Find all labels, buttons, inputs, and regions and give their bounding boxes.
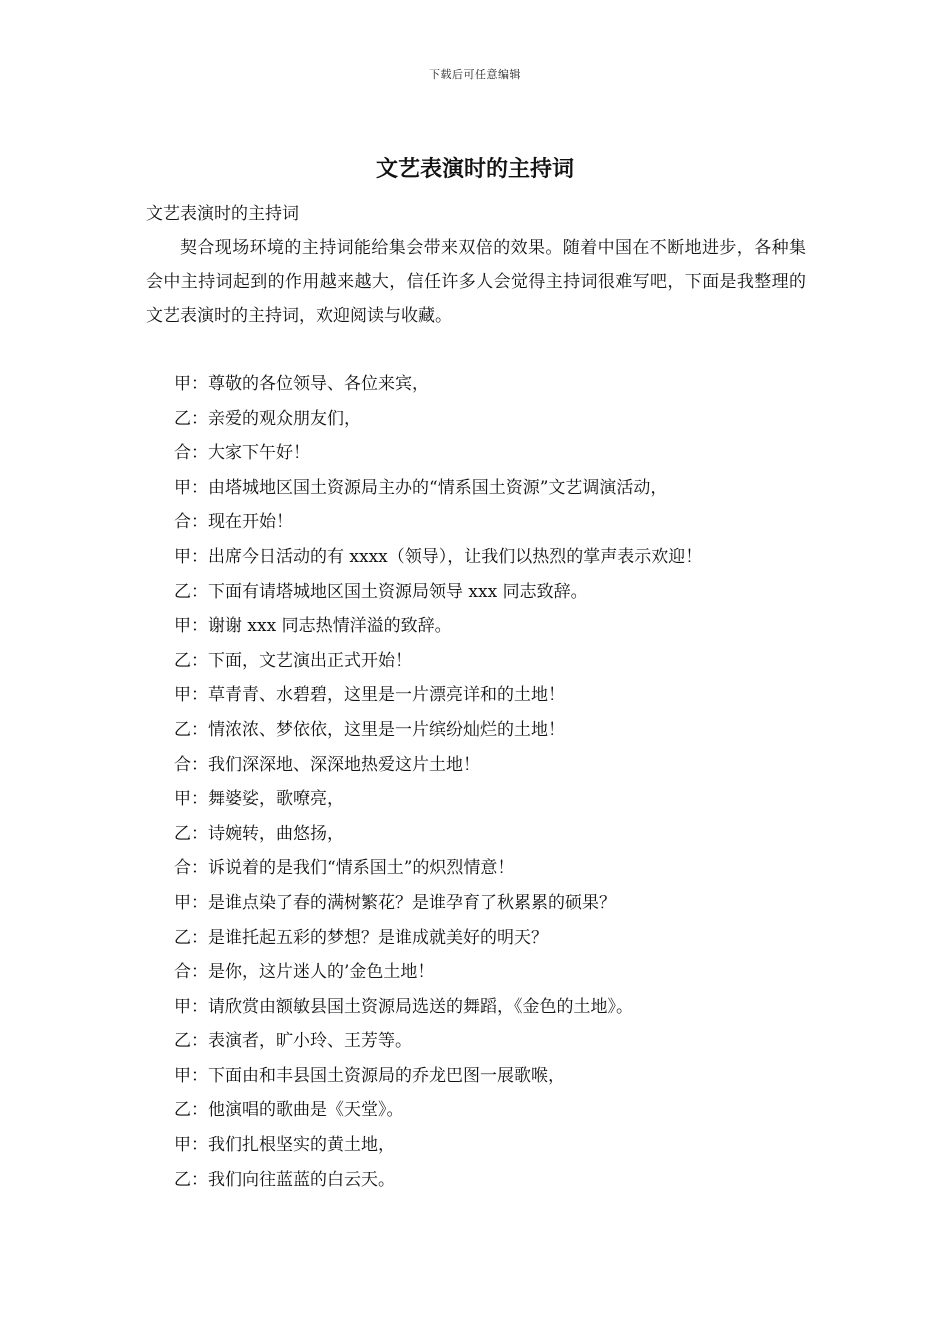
dialogue-speaker: 甲：: [174, 892, 208, 913]
dialogue-line: [146, 471, 806, 506]
dialogue-line: [146, 1024, 806, 1059]
dialogue-text: 大家下午好！: [208, 443, 310, 464]
dialogue-line: [146, 851, 806, 886]
dialogue-line: [146, 817, 806, 852]
dialogue-text: 由塔城地区国土资源局主办的“情系国土资源”文艺调演活动，: [208, 477, 668, 498]
dialogue-text: 谢谢 xxx 同志热情洋溢的致辞。: [208, 616, 452, 637]
dialogue-speaker: 乙：: [174, 1031, 208, 1052]
intro-paragraph: 契合现场环境的主持词能给集会带来双倍的效果。随着中国在不断地进步，各种集会中主持词起到的作用越来越大，信任许多人会觉得主持词很难写吧，下面是我整理的文艺表演时的主持词，欢迎阅读与收藏。: [146, 238, 806, 326]
page-header-note: 下载后可任意编辑: [429, 68, 521, 81]
dialogue-speaker: 甲：: [174, 477, 208, 498]
dialogue-speaker: 乙：: [174, 1169, 208, 1190]
dialogue-text: 下面由和丰县国土资源局的乔龙巴图一展歌喉，: [208, 1065, 565, 1086]
dialogue-speaker: 乙：: [174, 927, 208, 948]
dialogue-text: 舞婆娑，歌嘹亮，: [208, 789, 344, 810]
dialogue-text: 我们向往蓝蓝的白云天。: [208, 1169, 395, 1190]
dialogue-text: 我们扎根坚实的黄土地，: [208, 1135, 395, 1156]
dialogue-line: [146, 609, 806, 644]
dialogue-text: 情浓浓、梦依依，这里是一片缤纷灿烂的土地！: [208, 719, 565, 740]
dialogue-text: 亲爱的观众朋友们，: [208, 408, 361, 429]
dialogue-speaker: 甲：: [174, 374, 208, 394]
dialogue-speaker: 合：: [174, 443, 208, 464]
dialogue-line: [146, 713, 806, 748]
dialogue-text: 诗婉转，曲悠扬，: [208, 823, 344, 844]
dialogue-text: 他演唱的歌曲是《天堂》。: [208, 1100, 404, 1121]
dialogue-text: 出席今日活动的有 xxxx（领导），让我们以热烈的掌声表示欢迎！: [208, 546, 703, 567]
dialogue-line: [146, 921, 806, 956]
document-title: 文艺表演时的主持词: [375, 156, 574, 182]
dialogue-text: 是你，这片迷人的’金色土地！: [208, 962, 435, 983]
dialogue-text: 草青青、水碧碧，这里是一片漂亮详和的土地！: [208, 685, 565, 706]
dialogue-text: 尊敬的各位领导、各位来宾，: [208, 374, 429, 394]
dialogue-line: [146, 1093, 806, 1128]
dialogue-speaker: 甲：: [174, 1065, 208, 1086]
dialogue-speaker: 合：: [174, 754, 208, 775]
dialogue-speaker: 甲：: [174, 616, 208, 637]
dialogue-speaker: 合：: [174, 858, 208, 879]
dialogue-speaker: 甲：: [174, 546, 208, 567]
dialogue-speaker: 乙：: [174, 650, 208, 671]
dialogue-speaker: 甲：: [174, 996, 208, 1017]
dialogue-text: 下面有请塔城地区国土资源局领导 xxx 同志致辞。: [208, 581, 588, 602]
dialogue-text: 是谁点染了春的满树繁花？是谁孕育了秋累累的硕果？: [208, 892, 616, 913]
dialogue-line: [146, 678, 806, 713]
dialogue-line: [146, 505, 806, 540]
dialogue-speaker: 乙：: [174, 1100, 208, 1121]
dialogue-speaker: 甲：: [174, 685, 208, 706]
dialogue-line: [146, 436, 806, 471]
dialogue-speaker: 乙：: [174, 581, 208, 602]
dialogue-speaker: 甲：: [174, 1135, 208, 1156]
dialogue-text: 诉说着的是我们“情系国土”的炽烈情意！: [208, 858, 515, 879]
dialogue-text: 是谁托起五彩的梦想？是谁成就美好的明天？: [208, 927, 548, 948]
dialogue-speaker: 合：: [174, 962, 208, 983]
document-body: [146, 197, 806, 1197]
paragraph-spacer: [146, 333, 806, 367]
document-subtitle: 文艺表演时的主持词: [146, 204, 299, 224]
dialogue-text: 请欣赏由额敏县国土资源局选送的舞蹈，《金色的土地》。: [208, 996, 633, 1017]
dialogue-text: 表演者，旷小玲、王芳等。: [208, 1031, 412, 1052]
dialogue-line: [146, 367, 806, 402]
dialogue-speaker: 乙：: [174, 408, 208, 429]
dialogue-line: [146, 990, 806, 1025]
dialogue-line: [146, 1059, 806, 1094]
dialogue-text: 下面，文艺演出正式开始！: [208, 650, 412, 671]
dialogue-text: 我们深深地、深深地热爱这片土地！: [208, 754, 480, 775]
dialogue-line: [146, 644, 806, 679]
dialogue-speaker: 乙：: [174, 823, 208, 844]
dialogue-line: [146, 748, 806, 783]
dialogue-list: [146, 367, 806, 1197]
dialogue-line: [146, 886, 806, 921]
dialogue-line: [146, 955, 806, 990]
dialogue-line: [146, 782, 806, 817]
dialogue-line: [146, 1163, 806, 1198]
dialogue-text: 现在开始！: [208, 512, 293, 533]
dialogue-line: [146, 540, 806, 575]
dialogue-speaker: 乙：: [174, 719, 208, 740]
dialogue-speaker: 甲：: [174, 789, 208, 810]
dialogue-line: [146, 402, 806, 437]
dialogue-line: [146, 1128, 806, 1163]
dialogue-line: [146, 575, 806, 610]
dialogue-speaker: 合：: [174, 512, 208, 533]
